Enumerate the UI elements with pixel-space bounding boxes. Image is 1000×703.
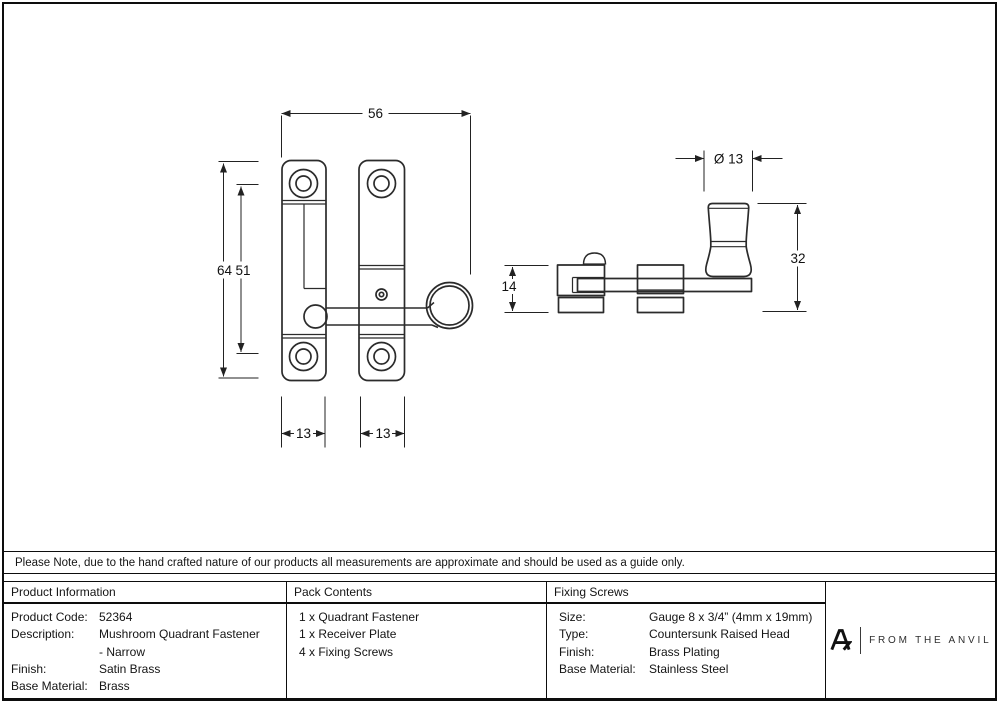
side-mushroom-knob bbox=[706, 204, 751, 277]
dim-knob-diameter-label: Ø 13 bbox=[713, 151, 744, 167]
spec-table bbox=[4, 581, 995, 698]
front-view bbox=[282, 161, 473, 381]
row-value: Brass bbox=[99, 679, 130, 694]
row-value: Satin Brass bbox=[99, 661, 161, 676]
table-row bbox=[4, 644, 286, 661]
row-label: Description: bbox=[11, 627, 75, 642]
screw-hole bbox=[368, 170, 396, 198]
row-value: Mushroom Quadrant Fastener bbox=[99, 627, 260, 642]
dimension-labels bbox=[217, 106, 806, 441]
dim-left-plate-label: 13 bbox=[295, 426, 312, 441]
row-value: Gauge 8 x 3/4” (4mm x 19mm) bbox=[649, 610, 813, 624]
fixing-screws-column bbox=[546, 582, 825, 698]
row-label: Size: bbox=[559, 610, 586, 624]
table-row bbox=[4, 626, 286, 643]
brand-cell bbox=[825, 582, 995, 698]
screw-hole bbox=[290, 343, 318, 371]
row-label: Finish: bbox=[559, 644, 595, 659]
dim-width-label: 56 bbox=[367, 106, 384, 121]
row-label: Base Material: bbox=[11, 679, 88, 694]
row-label bbox=[11, 644, 99, 661]
table-row bbox=[547, 609, 825, 626]
row-label: Base Material: bbox=[559, 661, 636, 676]
row-label: Type: bbox=[559, 627, 589, 642]
dim-overall-height-label: 32 bbox=[790, 251, 806, 266]
row-value: Countersunk Raised Head bbox=[649, 627, 790, 642]
screw-hole bbox=[368, 343, 396, 371]
fixing-screws-header: Fixing Screws bbox=[547, 582, 825, 604]
pack-item: 1 x Receiver Plate bbox=[299, 627, 397, 642]
row-label: Finish: bbox=[11, 661, 47, 676]
brand-logo bbox=[830, 627, 992, 654]
anvil-a-icon bbox=[830, 628, 852, 652]
front-knob bbox=[427, 283, 473, 329]
dim-hole-spacing-label: 51 bbox=[235, 263, 251, 278]
pack-item: 1 x Quadrant Fastener bbox=[299, 610, 420, 624]
dim-bracket-height-label: 14 bbox=[501, 279, 517, 294]
side-receiver-foot bbox=[559, 298, 604, 313]
row-value: - Narrow bbox=[99, 644, 146, 659]
row-label: Product Code: bbox=[11, 610, 88, 624]
table-row bbox=[547, 626, 825, 643]
dim-height-label: 64 bbox=[216, 263, 233, 278]
side-view bbox=[558, 204, 752, 313]
pivot-circle bbox=[304, 305, 327, 328]
row-value: Brass Plating bbox=[649, 644, 720, 659]
brand-name: FROM THE ANVIL bbox=[869, 634, 992, 646]
pack-contents-column bbox=[286, 582, 546, 698]
table-row bbox=[547, 644, 825, 661]
pin-hole bbox=[376, 289, 387, 300]
spec-sheet-page bbox=[2, 2, 997, 701]
side-guide-foot bbox=[638, 298, 684, 313]
product-information-header: Product Information bbox=[4, 582, 286, 604]
product-information-column bbox=[4, 582, 286, 698]
side-screw-dome bbox=[584, 253, 606, 265]
pack-contents-header: Pack Contents bbox=[287, 582, 546, 604]
front-arm bbox=[327, 303, 439, 328]
note-bar bbox=[4, 551, 995, 574]
table-row bbox=[4, 609, 286, 626]
logo-divider bbox=[860, 627, 862, 654]
row-value: 52364 bbox=[99, 610, 133, 624]
screw-hole bbox=[290, 170, 318, 198]
row-value: Stainless Steel bbox=[649, 661, 729, 676]
table-row bbox=[4, 678, 286, 695]
technical-drawing bbox=[4, 4, 997, 549]
table-row bbox=[547, 661, 825, 678]
front-right-plate bbox=[359, 161, 405, 381]
table-row bbox=[4, 661, 286, 678]
pack-item: 4 x Fixing Screws bbox=[299, 644, 394, 659]
note-text: Please Note, due to the hand crafted nature of our products all measurements are approximate and should be used as a guide only. bbox=[15, 556, 685, 569]
dim-right-plate-label: 13 bbox=[375, 426, 391, 441]
